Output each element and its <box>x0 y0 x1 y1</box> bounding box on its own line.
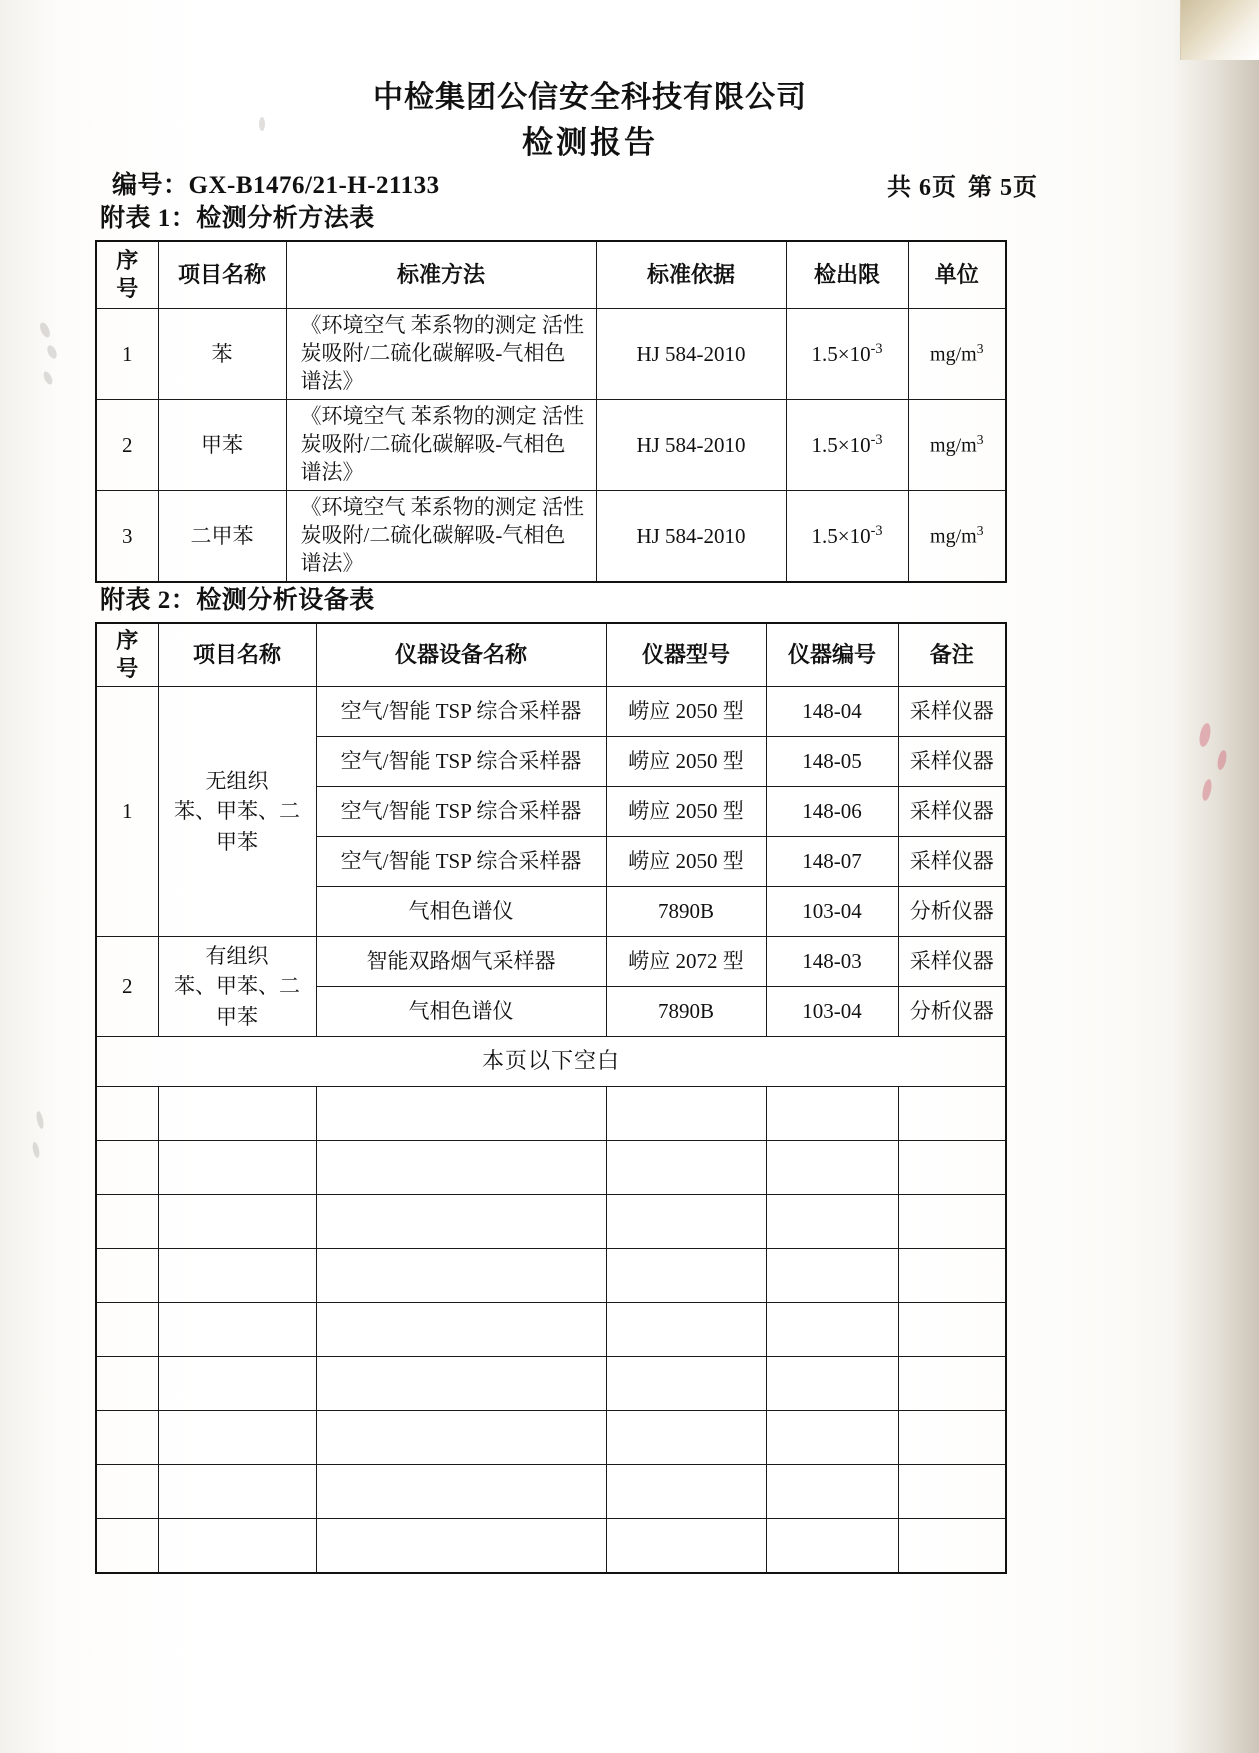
empty-cell <box>766 1141 898 1195</box>
empty-cell <box>158 1195 316 1249</box>
empty-row <box>96 1195 1006 1249</box>
col-no: 序 号 <box>96 241 158 309</box>
col-detection-limit: 检出限 <box>786 241 908 309</box>
empty-cell <box>898 1465 1006 1519</box>
section-title-equipment: 附表 2：检测分析设备表 <box>100 587 375 614</box>
cell-serial: 148-03 <box>766 937 898 987</box>
col-item-name: 项目名称 <box>158 241 286 309</box>
company-name: 中检集团公信安全科技有限公司 <box>373 80 807 115</box>
empty-cell <box>158 1519 316 1574</box>
empty-row <box>96 1357 1006 1411</box>
empty-cell <box>606 1195 766 1249</box>
methods-table <box>95 240 1007 583</box>
cell-serial: 148-06 <box>766 787 898 837</box>
empty-row <box>96 1141 1006 1195</box>
empty-cell <box>766 1303 898 1357</box>
cell-detection-limit: $1.5\times 10^{-3}$ <box>786 400 908 491</box>
cell-method: 《环境空气 苯系物的测定 活性炭吸附/二硫化碳解吸-气相色谱法》 <box>286 309 596 400</box>
empty-cell <box>316 1249 606 1303</box>
empty-cell <box>898 1195 1006 1249</box>
empty-cell <box>316 1519 606 1574</box>
cell-remark: 采样仪器 <box>898 787 1006 837</box>
empty-cell <box>96 1357 158 1411</box>
empty-cell <box>898 1141 1006 1195</box>
empty-cell <box>766 1249 898 1303</box>
empty-cell <box>96 1195 158 1249</box>
empty-cell <box>96 1303 158 1357</box>
document-number <box>112 165 440 201</box>
col-device-name: 仪器设备名称 <box>316 623 606 687</box>
empty-cell <box>766 1465 898 1519</box>
cell-serial: 148-04 <box>766 687 898 737</box>
cell-model: 7890B <box>606 987 766 1037</box>
empty-cell <box>766 1519 898 1574</box>
page-indicator <box>885 167 1040 202</box>
equipment-table <box>95 622 1007 1574</box>
col-no: 序 号 <box>96 623 158 687</box>
cell-remark: 采样仪器 <box>898 737 1006 787</box>
col-device-serial: 仪器编号 <box>766 623 898 687</box>
cell-standard: HJ 584-2010 <box>596 400 786 491</box>
empty-cell <box>316 1141 606 1195</box>
empty-row <box>96 1465 1006 1519</box>
blank-note: 本页以下空白 <box>96 1037 1006 1087</box>
cell-no: 3 <box>96 491 158 583</box>
empty-row <box>96 1519 1006 1574</box>
empty-cell <box>96 1519 158 1574</box>
empty-cell <box>766 1357 898 1411</box>
empty-cell <box>606 1087 766 1141</box>
blank-note-row <box>96 1037 1006 1087</box>
empty-cell <box>606 1519 766 1574</box>
report-title: 检测报告 <box>522 125 658 161</box>
current-page: 第 5页 <box>968 175 1038 201</box>
table-row <box>96 687 1006 737</box>
table-row <box>96 491 1006 583</box>
cell-model: 崂应 2050 型 <box>606 737 766 787</box>
empty-cell <box>898 1411 1006 1465</box>
empty-cell <box>606 1249 766 1303</box>
empty-cell <box>96 1411 158 1465</box>
col-device-model: 仪器型号 <box>606 623 766 687</box>
empty-cell <box>766 1411 898 1465</box>
empty-cell <box>316 1357 606 1411</box>
cell-remark: 采样仪器 <box>898 837 1006 887</box>
cell-device: 空气/智能 TSP 综合采样器 <box>316 837 606 887</box>
cell-group-no: 2 <box>96 937 158 1037</box>
empty-cell <box>96 1465 158 1519</box>
empty-cell <box>96 1087 158 1141</box>
cell-unit: $mg/m^3$ <box>908 309 1006 400</box>
cell-standard: HJ 584-2010 <box>596 309 786 400</box>
empty-cell <box>316 1195 606 1249</box>
empty-cell <box>158 1141 316 1195</box>
cell-device: 气相色谱仪 <box>316 987 606 1037</box>
cell-no: 2 <box>96 400 158 491</box>
empty-row <box>96 1249 1006 1303</box>
document-number-value: GX-B1476/21-H-21133 <box>188 172 440 199</box>
empty-cell <box>606 1141 766 1195</box>
total-pages: 共 6页 <box>887 175 957 201</box>
cell-method: 《环境空气 苯系物的测定 活性炭吸附/二硫化碳解吸-气相色谱法》 <box>286 400 596 491</box>
empty-cell <box>96 1141 158 1195</box>
cell-remark: 采样仪器 <box>898 687 1006 737</box>
cell-detection-limit: $1.5\times 10^{-3}$ <box>786 491 908 583</box>
cell-remark: 分析仪器 <box>898 987 1006 1037</box>
cell-standard: HJ 584-2010 <box>596 491 786 583</box>
empty-cell <box>606 1303 766 1357</box>
empty-row <box>96 1087 1006 1141</box>
cell-item: 二甲苯 <box>158 491 286 583</box>
col-remark: 备注 <box>898 623 1006 687</box>
section-title-methods: 附表 1：检测分析方法表 <box>100 205 375 232</box>
document-number-label: 编号： <box>112 172 189 199</box>
cell-model: 崂应 2050 型 <box>606 687 766 737</box>
cell-device: 空气/智能 TSP 综合采样器 <box>316 737 606 787</box>
empty-cell <box>898 1087 1006 1141</box>
empty-cell <box>316 1465 606 1519</box>
cell-group-item: 有组织 苯、甲苯、二 甲苯 <box>158 937 316 1037</box>
empty-cell <box>158 1087 316 1141</box>
cell-item: 苯 <box>158 309 286 400</box>
cell-remark: 分析仪器 <box>898 887 1006 937</box>
empty-cell <box>606 1357 766 1411</box>
empty-row <box>96 1411 1006 1465</box>
cell-model: 7890B <box>606 887 766 937</box>
cell-model: 崂应 2050 型 <box>606 837 766 887</box>
empty-cell <box>158 1249 316 1303</box>
cell-group-no: 1 <box>96 687 158 937</box>
table-row <box>96 937 1006 987</box>
cell-group-item: 无组织 苯、甲苯、二 甲苯 <box>158 687 316 937</box>
empty-cell <box>898 1519 1006 1574</box>
empty-cell <box>158 1303 316 1357</box>
cell-model: 崂应 2050 型 <box>606 787 766 837</box>
empty-cell <box>316 1303 606 1357</box>
empty-cell <box>158 1411 316 1465</box>
empty-cell <box>316 1411 606 1465</box>
col-standard-method: 标准方法 <box>286 241 596 309</box>
cell-remark: 采样仪器 <box>898 937 1006 987</box>
empty-cell <box>606 1411 766 1465</box>
empty-cell <box>898 1249 1006 1303</box>
cell-method: 《环境空气 苯系物的测定 活性炭吸附/二硫化碳解吸-气相色谱法》 <box>286 491 596 583</box>
col-item-name: 项目名称 <box>158 623 316 687</box>
table-row <box>96 400 1006 491</box>
empty-cell <box>898 1357 1006 1411</box>
cell-serial: 103-04 <box>766 987 898 1037</box>
empty-cell <box>766 1087 898 1141</box>
cell-device: 气相色谱仪 <box>316 887 606 937</box>
table-header-row <box>96 623 1006 687</box>
cell-serial: 148-07 <box>766 837 898 887</box>
cell-unit: $mg/m^3$ <box>908 400 1006 491</box>
empty-cell <box>158 1465 316 1519</box>
cell-serial: 103-04 <box>766 887 898 937</box>
table-row <box>96 309 1006 400</box>
cell-unit: $mg/m^3$ <box>908 491 1006 583</box>
empty-cell <box>606 1465 766 1519</box>
empty-row <box>96 1303 1006 1357</box>
cell-item: 甲苯 <box>158 400 286 491</box>
cell-device: 空气/智能 TSP 综合采样器 <box>316 687 606 737</box>
empty-cell <box>158 1357 316 1411</box>
empty-cell <box>316 1087 606 1141</box>
cell-device: 智能双路烟气采样器 <box>316 937 606 987</box>
cell-no: 1 <box>96 309 158 400</box>
col-unit: 单位 <box>908 241 1006 309</box>
table-header-row <box>96 241 1006 309</box>
cell-model: 崂应 2072 型 <box>606 937 766 987</box>
empty-cell <box>898 1303 1006 1357</box>
col-standard-basis: 标准依据 <box>596 241 786 309</box>
cell-serial: 148-05 <box>766 737 898 787</box>
empty-cell <box>766 1195 898 1249</box>
cell-device: 空气/智能 TSP 综合采样器 <box>316 787 606 837</box>
cell-detection-limit: $1.5\times 10^{-3}$ <box>786 309 908 400</box>
empty-cell <box>96 1249 158 1303</box>
